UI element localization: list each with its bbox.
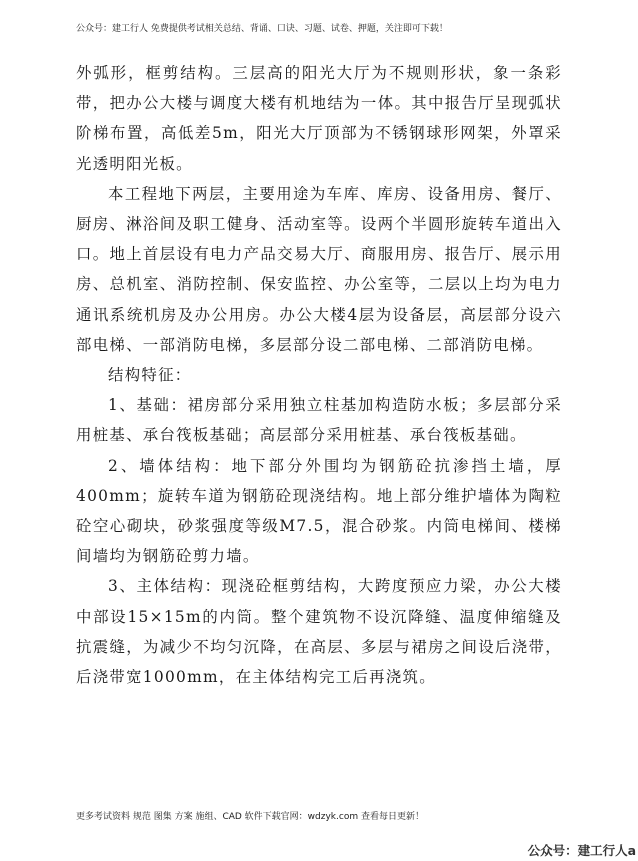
body-paragraph: 本工程地下两层，主要用途为车库、库房、设备用房、餐厅、厨房、淋浴间及职工健身、活动室等。设两个半圆形旋转车道出入口。地上首层设有电力产品交易大厅、商服用房、报告厅、展示用房、总机室、消防控制、保安监控、办公室等，二层以上均为电力通讯系统机房及办公用房。办公大楼4层为设备层，高层部分设六部电梯、一部消防电梯，多层部分设二部电梯、二部消防电梯。 [76,184,562,354]
header-note: 公众号：建工行人 免费提供考试相关总结、背诵、口诀、习题、试卷、押题，关注即可下载！ [76,24,448,34]
section-heading-structure: 结构特征： [108,366,192,385]
corner-watermark: 公众号：建工行人a [527,843,636,858]
body-paragraph-wall-structure: 2、墙体结构：地下部分外围均为钢筋砼抗渗挡土墙，厚400mm；旋转车道为钢筋砼现浇结构。地上部分维护墙体为陶粒砼空心砌块，砂浆强度等级M7.5，混合砂浆。内筒电梯间、楼梯间墙均为钢筋砼剪力墙。 [76,456,562,566]
body-paragraph-foundation: 1、基础：裙房部分采用独立柱基加构造防水板；多层部分采用桩基、承台筏板基础；高层部分采用桩基、承台筏板基础。 [76,396,562,445]
body-paragraph-main-structure: 3、主体结构：现浇砼框剪结构，大跨度预应力梁，办公大楼中部设15×15m的内筒。整个建筑物不设沉降缝、温度伸缩缝及抗震缝，为减少不均匀沉降，在高层、多层与裙房之间设后浇带，后浇带宽1000mm，在主体结构完工后再浇筑。 [76,577,562,687]
document-body [76,58,562,692]
body-paragraph: 外弧形，框剪结构。三层高的阳光大厅为不规则形状，象一条彩带，把办公大楼与调度大楼有机地结为一体。其中报告厅呈现弧状阶梯布置，高低差5m，阳光大厅顶部为不锈钢球形网架，外罩采光透明阳光板。 [76,64,562,173]
footer-note: 更多考试资料 规范 图集 方案 施组、CAD 软件下载官网：wdzyk.com 查看每日更新！ [76,812,424,822]
